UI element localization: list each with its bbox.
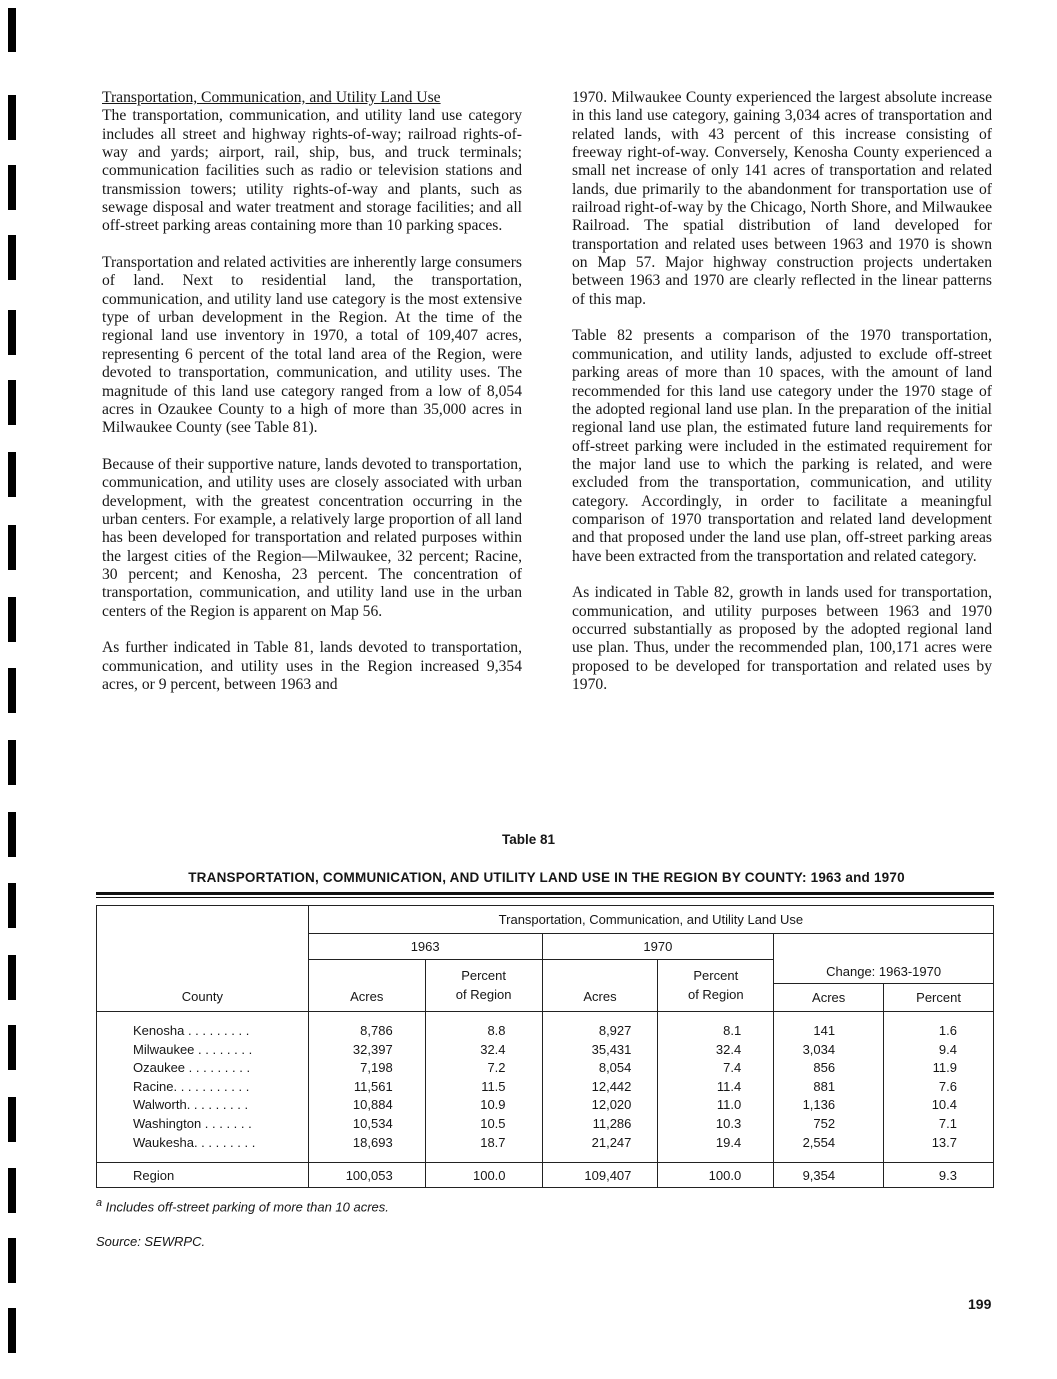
cell-value: 2,554: [802, 1134, 836, 1150]
paragraph: 1970. Milwaukee County experienced the largest absolute increase in this land use category, gaining 3,034 acres of transportation and related lands, with 43 percent of this increase consisting of freeway right-of-way. Conversely, Kenosha County experienced a small net increase of only 141 acres of transportation and related lands, due primarily to the abandonment for transportation use of railroad right-of-way by the Chicago, North Shore, and Milwaukee Railroad. The spatial distribution of land developed for transportation and related uses between 1963 and 1970 is shown on Map 57. Major highway construction projects undertaken between 1963 and 1970 are clearly reflected in the linear patterns of this map.: [572, 89, 992, 308]
paragraph-text: The transportation, communication, and utility land use category includes all street and highway rights-of-way; railroad rights-of-way and yards; airport, rail, ship, bus, and truck terminals; communication facilities such as radio or television stations and transmission towers; utility rights-of-way and plants, such as sewage disposal and water treatment and storage facilities; and all off-street parking areas containing more than 10 parking spaces.: [102, 107, 522, 235]
change-header: Change: 1963-1970: [774, 960, 994, 984]
cell-value: 19.4: [715, 1134, 742, 1150]
cell-value: 10,884: [352, 1097, 393, 1113]
footnote-text: Includes off-street parking of more than 10 acres.: [102, 1199, 389, 1215]
total-value: 100.0: [425, 1163, 542, 1188]
cell-value: 10,534: [352, 1115, 393, 1131]
cell-value: 8,054: [598, 1060, 632, 1076]
dot-leader: . . . . . . . . .: [185, 1060, 251, 1076]
cell-value: 11.4: [716, 1078, 742, 1094]
footnote-marker: a: [96, 1197, 103, 1209]
acres-1963-header: Acres: [308, 960, 425, 1012]
county-label: Racine: [133, 1078, 174, 1094]
county-name: [133, 1134, 308, 1153]
binding-mark: [8, 95, 16, 140]
dot-leader: . . . . . . . . .: [193, 1134, 256, 1150]
header-row: [97, 934, 994, 960]
header-spacer: [97, 934, 309, 960]
left-text-column: [102, 89, 522, 713]
cell-value: 21,247: [591, 1134, 632, 1150]
total-value: 109,407: [542, 1163, 658, 1188]
change-acres-column: [774, 1012, 884, 1163]
cell-value: 11,561: [353, 1078, 393, 1094]
binding-mark: [8, 1025, 16, 1070]
county-name: [133, 1115, 308, 1134]
cell-value: 32,397: [352, 1041, 393, 1057]
dot-leader: . . . . . . .: [201, 1115, 252, 1131]
cell-value: 11.9: [932, 1060, 957, 1076]
cell-value: 13.7: [931, 1134, 957, 1150]
table-label: Table 81: [501, 832, 556, 847]
percent-1970-header: [658, 960, 774, 1012]
cell-value: 7.6: [938, 1078, 957, 1094]
cell-value: 1,136: [802, 1097, 836, 1113]
dot-leader: . . . . . . . . . . .: [173, 1078, 250, 1094]
cell-value: 35,431: [591, 1041, 632, 1057]
cell-value: 3,034: [802, 1041, 836, 1057]
acres-1970-column: [542, 1012, 658, 1163]
header-line: of Region: [687, 986, 744, 1002]
cell-value: 7,198: [360, 1060, 393, 1076]
county-name: [133, 1059, 308, 1078]
binding-mark: [8, 597, 16, 642]
cell-value: 18.7: [480, 1134, 506, 1150]
group-header: Transportation, Communication, and Utility Land Use: [308, 906, 993, 934]
county-name: [133, 1096, 308, 1115]
header-row: [97, 960, 994, 984]
county-name: [133, 1078, 308, 1097]
dot-leader: . . . . . . . .: [194, 1041, 253, 1057]
cell-value: 9.4: [938, 1041, 957, 1057]
binding-mark: [8, 1168, 16, 1213]
binding-mark: [8, 1238, 16, 1283]
binding-marks: [8, 0, 20, 1379]
change-percent-header: Percent: [884, 984, 994, 1012]
right-text-column: [572, 89, 992, 713]
cell-value: 11.5: [481, 1078, 506, 1094]
county-label: Milwaukee: [133, 1041, 195, 1057]
paragraph: As further indicated in Table 81, lands devoted to transportation, communication, and utility uses in the Region increased 9,354 acres, or 9 percent, between 1963 and: [102, 639, 522, 693]
paragraph: As indicated in Table 82, growth in lands used for transportation, communication, and utility purposes between 1963 and 1970 occurred substantially as proposed by the adopted regional land use plan. Thus, under the recommended plan, 100,171 acres were proposed to be developed for transportation and related uses by 1970.: [572, 584, 992, 693]
cell-value: 141: [813, 1023, 836, 1038]
county-label: Ozaukee: [133, 1060, 186, 1076]
paragraph: Transportation and related activities are inherently large consumers of land. Next to residential land, the transportation, communication, and utility land use category is the most extensive type of urban development in the Region. At the time of the regional land use inventory in 1970, a total of 109,407 acres, representing 6 percent of the total land area of the Region, were devoted to transportation, communication, and utility uses. The magnitude of this land use category ranged from a low of 8,054 acres in Ozaukee County to a high of more than 35,000 acres in Milwaukee County (see Table 81).: [102, 254, 522, 437]
paragraph: Table 82 presents a comparison of the 1970 transportation, communication, and utility lands, adjusted to exclude off-street parking areas of more than 10 spaces, with the amount of land recommended for this land use category under the 1970 stage of the adopted regional land use plan. In the preparation of the initial regional land use plan, the estimated future land requirements for off-street parking were included in the estimated requirement for the major land use to which the parking is related, and were excluded from the transportation, communication, and utility category. Accordingly, in order to facilitate a meaningful comparison of 1970 transportation and related land development and that proposed under the land use plan, off-street parking areas have been extracted from the transportation and related category.: [572, 327, 992, 565]
binding-mark: [8, 668, 16, 713]
county-name: [133, 1022, 308, 1041]
cell-value: 7.2: [487, 1060, 506, 1076]
header-spacer: [97, 960, 309, 984]
cell-value: 18,693: [352, 1134, 393, 1150]
binding-mark: [8, 883, 16, 928]
binding-mark: [8, 8, 16, 52]
cell-value: 32.4: [715, 1041, 742, 1057]
cell-value: 12,442: [591, 1078, 632, 1094]
total-value: 9,354: [774, 1163, 884, 1188]
county-name: [133, 1041, 308, 1060]
section-heading: Transportation, Communication, and Utility Land Use: [102, 89, 441, 106]
binding-mark: [8, 740, 16, 785]
change-percent-column: [884, 1012, 994, 1163]
year-1963-header: 1963: [308, 934, 542, 960]
county-column: [97, 1012, 309, 1163]
total-value: 100,053: [308, 1163, 425, 1188]
header-spacer: [774, 934, 994, 960]
cell-value: 10.5: [480, 1115, 506, 1131]
binding-mark: [8, 955, 16, 1000]
percent-1970-column: [658, 1012, 774, 1163]
cell-value: 10.9: [480, 1097, 506, 1113]
total-label: Region: [97, 1163, 309, 1188]
data-table: [96, 905, 994, 1188]
cell-value: 11.0: [716, 1097, 742, 1113]
cell-value: 1.6: [938, 1023, 957, 1038]
cell-value: 8.1: [723, 1023, 742, 1038]
acres-1963-column: [308, 1012, 425, 1163]
cell-value: 10.4: [931, 1097, 957, 1113]
dot-leader: . . . . . . . . .: [186, 1097, 249, 1113]
cell-value: 8.8: [487, 1023, 506, 1038]
header-line: Percent: [693, 967, 739, 983]
year-1970-header: 1970: [542, 934, 774, 960]
header-row: [97, 906, 994, 934]
county-label: Walworth: [133, 1097, 187, 1113]
paragraph: Because of their supportive nature, lands devoted to transportation, communication, and utility uses are closely associated with urban development, with the greatest concentration occurring in the urban centers. For example, a relatively large proportion of all land has been developed for transportation and related purposes within the largest cities of the Region—Milwaukee, 32 percent; Racine, 30 percent; and Kenosha, 23 percent. The concentration of transportation, communication, and utility land use in the urban centers of the Region is apparent on Map 56.: [102, 455, 522, 620]
table-title: TRANSPORTATION, COMMUNICATION, AND UTILITY LAND USE IN THE REGION BY COUNTY: 1963 and 1970: [188, 870, 905, 885]
title-rule: [96, 892, 994, 895]
binding-mark: [8, 525, 16, 570]
total-row: [97, 1163, 994, 1188]
county-header: County: [97, 984, 309, 1012]
table-body: [97, 1012, 994, 1163]
percent-1963-header: [425, 960, 542, 1012]
binding-mark: [8, 380, 16, 425]
county-label: Waukesha: [133, 1134, 194, 1150]
binding-mark: [8, 452, 16, 497]
cell-value: 11,286: [592, 1115, 632, 1131]
title-rule: [96, 897, 994, 898]
header-line: Percent: [461, 967, 507, 983]
cell-value: 12,020: [591, 1097, 632, 1113]
dot-leader: . . . . . . . . .: [184, 1023, 250, 1038]
binding-mark: [8, 1308, 16, 1353]
binding-mark: [8, 1097, 16, 1142]
acres-1970-header: Acres: [542, 960, 658, 1012]
total-value: 9.3: [884, 1163, 994, 1188]
source-note: Source: SEWRPC.: [96, 1234, 206, 1249]
change-acres-header: Acres: [774, 984, 884, 1012]
cell-value: 7.4: [723, 1060, 742, 1076]
cell-value: 8,786: [360, 1023, 393, 1038]
cell-value: 32.4: [480, 1041, 506, 1057]
paragraph: [102, 89, 522, 236]
cell-value: 856: [813, 1060, 836, 1076]
county-label: Kenosha: [133, 1023, 185, 1038]
binding-mark: [8, 235, 16, 280]
cell-value: 10.3: [715, 1115, 742, 1131]
cell-value: 881: [813, 1078, 836, 1094]
percent-1963-column: [425, 1012, 542, 1163]
header-spacer: [97, 906, 309, 934]
footnote: [96, 1197, 389, 1214]
cell-value: 8,927: [598, 1023, 632, 1038]
binding-mark: [8, 310, 16, 355]
page-number: 199: [968, 1296, 992, 1312]
binding-mark: [8, 165, 16, 210]
total-value: 100.0: [658, 1163, 774, 1188]
county-label: Washington: [133, 1115, 202, 1131]
header-line: of Region: [455, 986, 512, 1002]
cell-value: 7.1: [938, 1115, 957, 1131]
cell-value: 752: [813, 1115, 836, 1131]
